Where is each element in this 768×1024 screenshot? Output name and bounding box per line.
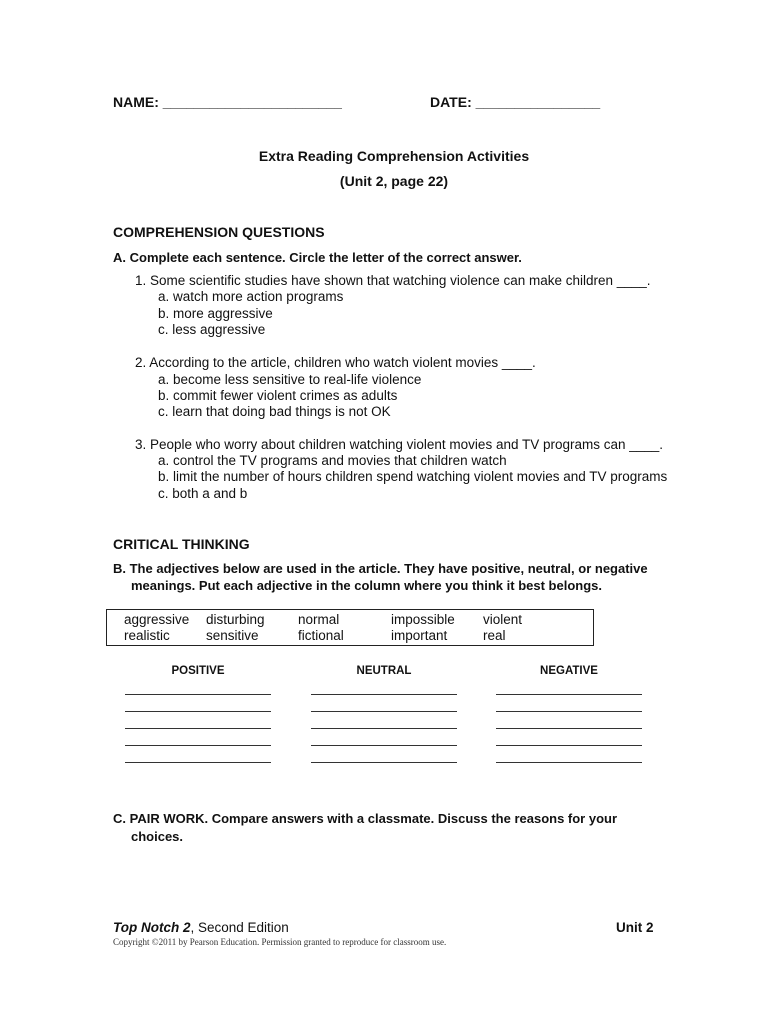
question-1: 1. Some scientific studies have shown that watching violence can make children ____. [135, 273, 651, 288]
blank-line[interactable] [496, 711, 642, 712]
question-3-option-b[interactable]: b. limit the number of hours children spend watching violent movies and TV programs [158, 469, 668, 484]
instruction-a: A. Complete each sentence. Circle the letter of the correct answer. [113, 250, 522, 265]
word-aggressive: aggressive [124, 612, 190, 627]
question-2-option-a[interactable]: a. become less sensitive to real-life violence [158, 372, 422, 387]
question-2: 2. According to the article, children who watch violent movies ____. [135, 355, 536, 370]
blank-line[interactable] [311, 728, 457, 729]
comprehension-heading: COMPREHENSION QUESTIONS [113, 224, 325, 240]
question-3-option-a[interactable]: a. control the TV programs and movies that children watch [158, 453, 507, 468]
word-disturbing: disturbing [206, 612, 265, 627]
blank-line[interactable] [496, 762, 642, 763]
page-subtitle: (Unit 2, page 22) [339, 173, 449, 189]
footer-edition: , Second Edition [190, 920, 289, 935]
word-sensitive: sensitive [206, 628, 259, 643]
word-realistic: realistic [124, 628, 170, 643]
blank-line[interactable] [496, 745, 642, 746]
question-2-option-c[interactable]: c. learn that doing bad things is not OK [158, 404, 391, 419]
footer-unit: Unit 2 [616, 920, 654, 935]
date-field[interactable]: DATE: ________________ [430, 94, 601, 110]
word-violent: violent [483, 612, 523, 627]
footer-book [113, 920, 289, 935]
page-title: Extra Reading Comprehension Activities [258, 148, 530, 164]
blank-line[interactable] [125, 694, 271, 695]
blank-line[interactable] [125, 762, 271, 763]
question-2-option-b[interactable]: b. commit fewer violent crimes as adults [158, 388, 398, 403]
column-negative: NEGATIVE [540, 665, 598, 677]
column-neutral: NEUTRAL [356, 665, 412, 677]
question-1-option-a[interactable]: a. watch more action programs [158, 289, 344, 304]
name-field[interactable]: NAME: _______________________ [113, 94, 342, 110]
word-fictional: fictional [298, 628, 344, 643]
word-important: important [391, 628, 448, 643]
blank-line[interactable] [496, 728, 642, 729]
critical-thinking-heading: CRITICAL THINKING [113, 536, 250, 552]
blank-line[interactable] [311, 694, 457, 695]
footer-book-title: Top Notch 2 [113, 920, 191, 935]
question-1-option-b[interactable]: b. more aggressive [158, 306, 273, 321]
blank-line[interactable] [496, 694, 642, 695]
blank-line[interactable] [125, 728, 271, 729]
instruction-c-line2: choices. [131, 829, 184, 844]
blank-line[interactable] [125, 711, 271, 712]
question-3-option-c[interactable]: c. both a and b [158, 486, 248, 501]
question-3: 3. People who worry about children watching violent movies and TV programs can ____. [135, 437, 664, 452]
blank-line[interactable] [311, 762, 457, 763]
footer-copyright: Copyright ©2011 by Pearson Education. Permission granted to reproduce for classroom use. [113, 937, 447, 947]
blank-line[interactable] [311, 711, 457, 712]
word-normal: normal [298, 612, 340, 627]
word-impossible: impossible [391, 612, 455, 627]
column-positive: POSITIVE [171, 665, 225, 677]
instruction-b-line1: B. The adjectives below are used in the article. They have positive, neutral, or negative [113, 561, 648, 576]
question-1-option-c[interactable]: c. less aggressive [158, 322, 266, 337]
blank-line[interactable] [125, 745, 271, 746]
instruction-c-line1: C. PAIR WORK. Compare answers with a classmate. Discuss the reasons for your [113, 811, 618, 826]
word-real: real [483, 628, 506, 643]
instruction-b-line2: meanings. Put each adjective in the column where you think it best belongs. [131, 578, 602, 593]
blank-line[interactable] [311, 745, 457, 746]
adjective-word-box [106, 609, 594, 646]
